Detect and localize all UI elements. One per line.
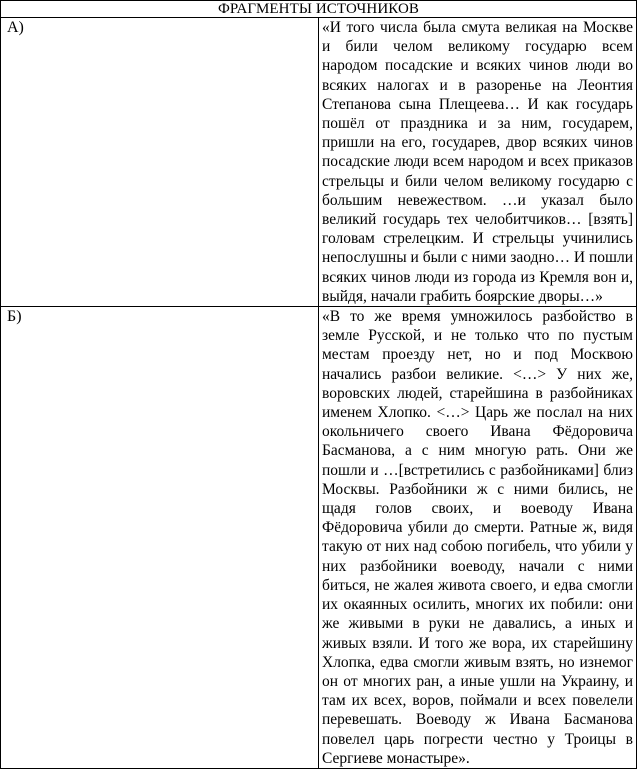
fragment-label-b: Б) [1, 307, 319, 769]
fragment-label-a: А) [1, 18, 319, 307]
table-heading: ФРАГМЕНТЫ ИСТОЧНИКОВ [1, 1, 637, 18]
fragment-row-b [1, 307, 637, 769]
fragment-text-a: «И того числа была смута великая на Москве и били челом великому государю всем народом посадские и всяких чинов люди во всяких налогах и в разоренье на Леонтия Степанова сына Плещеева… И как государь пошёл от праздника и за ним, государем, пришли на его, государев, двор всяких чинов посадские люди всем народом и всех приказов стрельцы и били челом великому государю с большим невежеством. …и указал было великий государь тех челобитчиков… [взять] головам стрелецким. И стрельцы учинились непослушны и были с ними заодно… И пошли всяких чинов люди из города из Кремля вон и, выйдя, начали грабить боярские дворы…» [319, 18, 637, 307]
fragment-row-a [1, 18, 637, 307]
fragment-text-b: «В то же время умножилось разбойство в земле Русской, и не только что по пустым местам проезду нет, но и под Москвою начались разбои великие. <…> У них же, воровских людей, старейшина в разбойниках именем Хлопко. <…> Царь же послал на них окольничего своего Ивана Фёдоровича Басманова, а с ним многую рать. Они же пошли и …[встретились с разбойниками] близ Москвы. Разбойники ж с ними бились, не щадя голов своих, и воеводу Ивана Фёдоровича убили до смерти. Ратные ж, видя такую от них над собою погибель, что убили у них разбойники воеводу, начали с ними биться, не жалея живота своего, и едва смогли их окаянных осилить, многих их побили: они же живыми в руки не давались, а иных и живых взяли. И того же вора, их старейшину Хлопка, едва смогли живым взять, но изнемог он от многих ран, а иные ушли на Украину, и там их всех, воров, поймали и всех повелели перевешать. Воеводу ж Ивана Басманова повелел царь погрести честно у Троицы в Сергиеве монастыре». [319, 307, 637, 769]
heading-row [1, 1, 637, 18]
